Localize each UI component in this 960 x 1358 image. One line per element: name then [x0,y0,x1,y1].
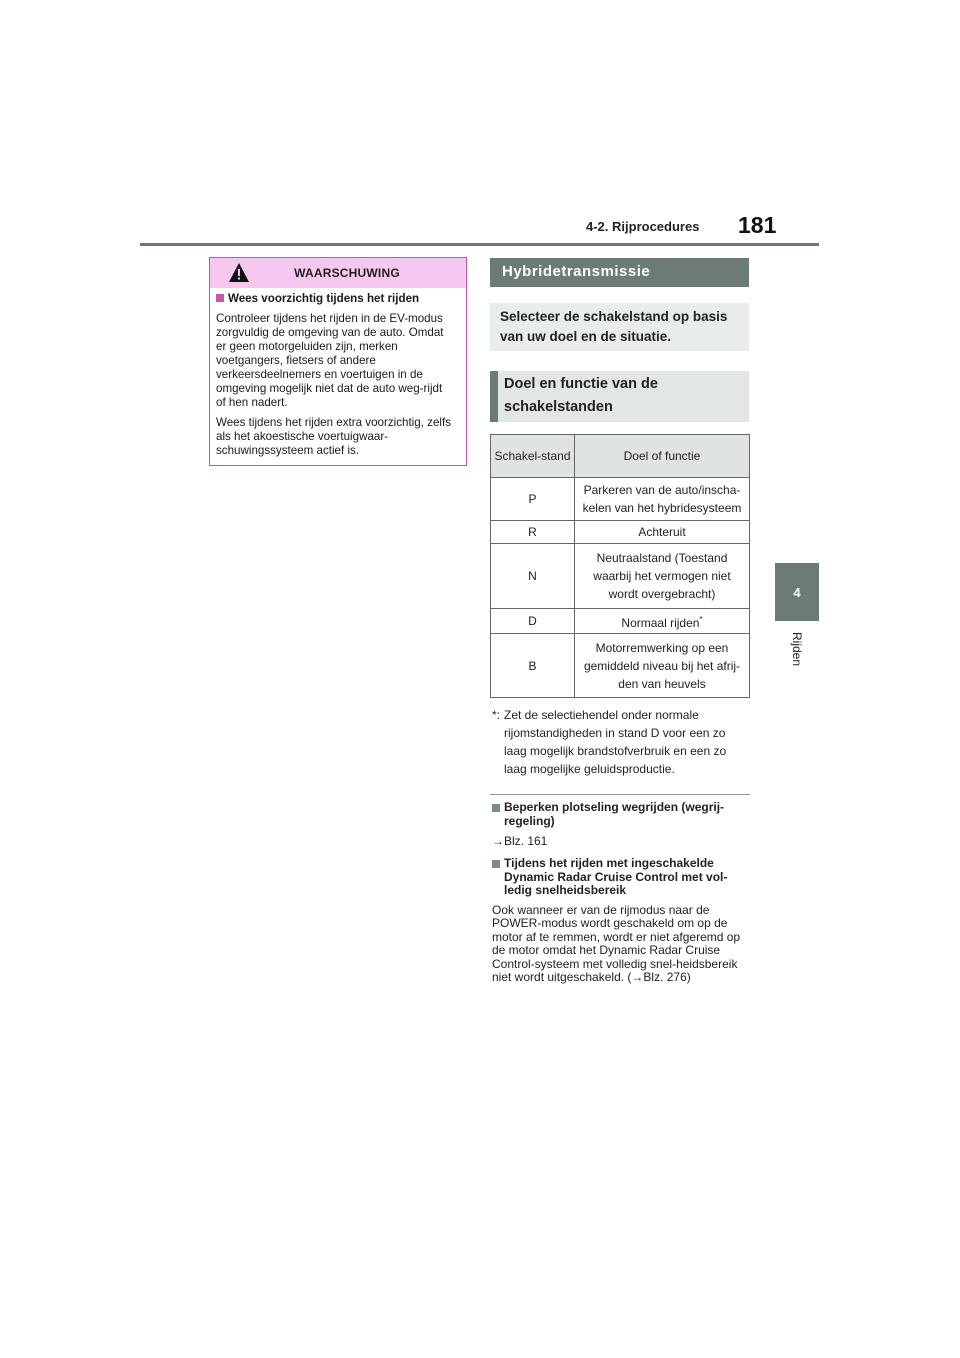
section-wegrij [492,801,750,849]
table-header-functie: Doel of functie [575,435,750,478]
warning-header [210,258,466,288]
table-row [491,521,750,544]
table-header-stand: Schakel-stand [491,435,575,478]
header-rule [140,243,819,246]
table-cell-stand: B [491,634,575,698]
section-heading: Tijdens het rijden met ingeschakelde Dynamic Radar Cruise Control met vol-ledig snelheidsbereik [492,857,750,898]
bullet-square-icon [216,294,224,302]
table-row [491,544,750,609]
table-header-row [491,435,750,478]
table-cell-stand: P [491,478,575,521]
subsection-heading: Doel en functie van de schakelstanden [490,371,749,422]
warning-title: WAARSCHUWING [294,266,400,280]
warning-box [209,257,467,466]
table-cell-stand: R [491,521,575,544]
table-row [491,478,750,521]
hybrid-title: Hybridetransmissie [490,258,749,287]
table-row [491,634,750,698]
intro-box: Selecteer de schakelstand op basis van uw doel en de situatie. [490,303,749,351]
warning-paragraph-1: Controleer tijdens het rijden in de EV-modus zorgvuldig de omgeving van de auto. Omdat er geen motorgeluiden zijn, merken voetgangers, fietsers of andere verkeersdeelnemers en voertuigen in de omgeving mogelijk niet dat de auto weg-rijdt of hen nadert. [216,312,444,409]
table-cell-functie: Neutraalstand (Toestand waarbij het vermogen niet wordt overgebracht) [575,544,750,609]
footnote-marker: * [699,614,703,624]
table-cell-text: Normaal rijden [621,615,700,630]
bullet-square-icon [492,860,500,868]
table-cell-functie: Motorremwerking op een gemiddeld niveau bij het afrij-den van heuvels [575,634,750,698]
table-row [491,609,750,634]
chapter-tab: 4 [775,563,819,621]
warning-body [216,292,454,464]
separator-line [490,794,750,795]
section-title: 4-2. Rijprocedures [586,219,700,234]
table-cell-functie [575,609,750,634]
section-cruise-control [492,857,750,985]
footnote-text: Zet de selectiehendel onder normale rijomstandigheden in stand D voor een zo laag mogelijk brandstofverbruik en een zo laag mogelijke geluidsproductie. [504,708,727,776]
shift-position-table [490,434,750,698]
warning-paragraph-2: Wees tijdens het rijden extra voorzichtig, zelfs als het akoestische voertuigwaar-schuwingssysteem actief is. [216,416,451,457]
warning-heading: Wees voorzichtig tijdens het rijden [216,292,454,306]
table-cell-stand: D [491,609,575,634]
bullet-square-icon [492,804,500,812]
section-text: Ook wanneer er van de rijmodus naar de POWER-modus wordt geschakeld om op de motor af te remmen, wordt er niet afgeremd op de motor omdat het Dynamic Radar Cruise Control-systeem met volledig snel-heidsbereik niet wordt uitgeschakeld. (→Blz. 276) [492,902,741,984]
table-cell-stand: N [491,544,575,609]
table-cell-functie: Achteruit [575,521,750,544]
footnote-marker: *: [492,708,501,722]
section-heading: Beperken plotseling wegrijden (wegrij-regeling) [492,801,750,828]
chapter-label: Rijden [790,632,804,667]
warning-triangle-icon [228,262,250,283]
footnote [492,706,750,778]
page-reference: →Blz. 161 [492,834,548,848]
table-cell-functie: Parkeren van de auto/inscha-kelen van het hybridesysteem [575,478,750,521]
page-number: 181 [738,212,777,238]
